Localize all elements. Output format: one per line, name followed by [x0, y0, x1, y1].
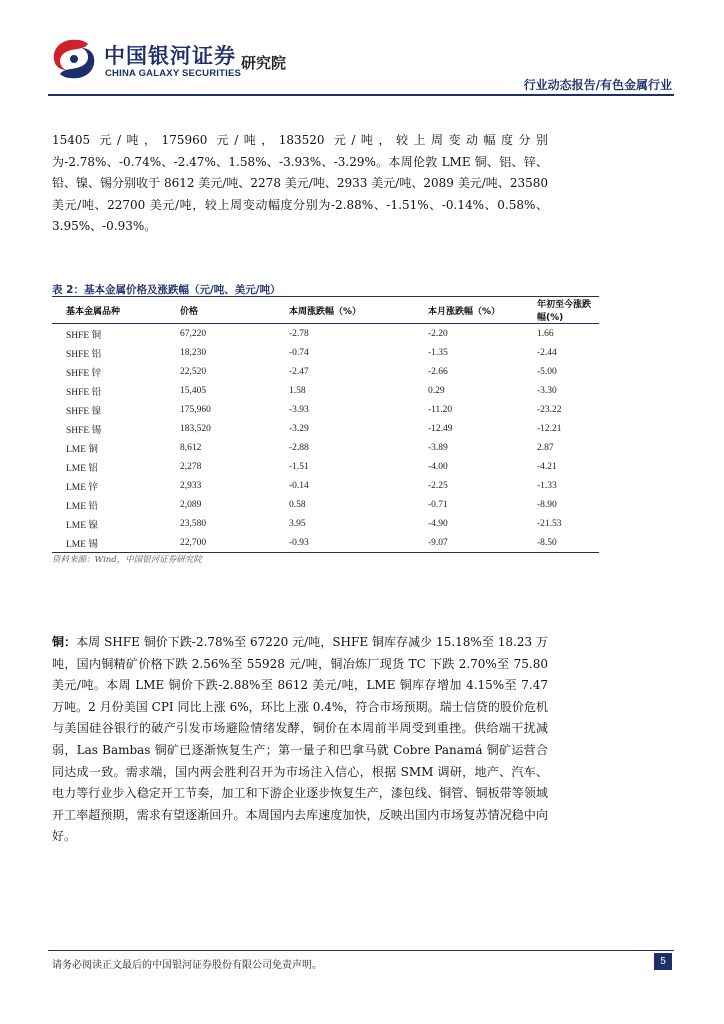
table-title: 表 2：基本金属价格及涨跌幅（元/吨、美元/吨）	[52, 284, 281, 296]
table-cell: -2.47	[289, 366, 309, 377]
table-cell: LME 锌	[66, 482, 98, 493]
table-cell: -3.29	[289, 423, 309, 434]
table-cell: -1.51	[289, 461, 309, 472]
table-cell: -0.93	[275, 533, 414, 553]
table-cell: 1.66	[537, 328, 554, 339]
table-row	[52, 457, 599, 476]
brand-name-en: CHINA GALAXY SECURITIES	[105, 68, 242, 79]
table-cell: -2.20	[428, 328, 448, 339]
table-row	[52, 514, 599, 533]
table-cell: 23,580	[180, 518, 207, 529]
brand-name-cn: 中国银河证券	[104, 44, 236, 68]
table-cell: SHFE 锌	[66, 368, 102, 379]
table-cell: -3.30	[537, 385, 557, 396]
table-cell: LME 铝	[66, 463, 98, 474]
column-header: 年初至今涨跌幅(%)	[523, 297, 599, 324]
table-cell: -3.89	[428, 442, 448, 453]
table-cell: 0.29	[428, 385, 445, 396]
table-cell: -11.20	[428, 404, 453, 415]
table-cell: -9.07	[414, 533, 523, 553]
copper-paragraph	[52, 632, 548, 848]
table-cell: SHFE 锡	[66, 425, 102, 436]
table-cell: -4.21	[537, 461, 557, 472]
table-row	[52, 381, 599, 400]
column-header: 价格	[166, 297, 275, 324]
table-header-row	[52, 297, 599, 324]
table-cell: -23.22	[537, 404, 562, 415]
table-cell: -0.14	[289, 480, 309, 491]
table-cell: SHFE 铜	[66, 330, 102, 341]
page-number: 5	[654, 953, 672, 970]
column-header: 本月涨跌幅（%）	[414, 297, 523, 324]
copper-body-text: 本周 SHFE 铜价下跌-2.78%至 67220 元/吨，SHFE 铜库存减少 15.18%至 18.23 万吨，国内铜精矿价格下跌 2.56%至 55928 元/吨，铜冶炼厂现货 TC 下跌 2.70%至 75.80 美元/吨。本周 LME 铜价下跌-2.88%至 8612 美元/吨，LME 铜库存增加 4.15%至 7.47 万吨。2 月份美国 CPI 同比上涨 6%，环比上涨 0.4%，符合市场预期。瑞士信贷的股价危机与美国硅谷银行的破产引发市场避险情绪发酵，铜价在本周前半周受到重挫。供给端干扰减弱，Las Bambas 铜矿已逐渐恢复生产；第一量子和巴拿马就 Cobre Panamá 铜矿运营合同达成一致。需求端，国内两会胜利召开为市场注入信心，根据 SMM 调研，地产、汽车、电力等行业步入稳定开工节奏，加工和下游企业逐步恢复生产，漆包线、铜管、铜板带等领域开工率超预期，需求有望逐渐回升。本周国内去库速度加快，反映出国内市场复苏情况稳中向好。	[52, 635, 548, 844]
table-cell: -0.71	[428, 499, 448, 510]
galaxy-logo-icon	[48, 36, 100, 82]
table-cell: 1.58	[289, 385, 306, 396]
intro-paragraph: 15405 元/吨，175960 元/吨，183520 元/吨，较上周变动幅度分别为-2.78%、-0.74%、-2.47%、1.58%、-3.93%、-3.29%。本周伦敦 LME 铜、铝、锌、铅、镍、锡分别收于 8612 美元/吨、2278 美元/吨、2933 美元/吨、2089 美元/吨、23580 美元/吨、22700 美元/吨，较上周变动幅度分别为-2.88%、-1.51%、-0.14%、0.58%、3.95%、-0.93%。	[52, 133, 548, 233]
table-cell: -2.66	[428, 366, 448, 377]
column-header: 本周涨跌幅（%）	[275, 297, 414, 324]
table-row	[52, 324, 599, 344]
table-cell: -3.93	[289, 404, 309, 415]
table-cell: -2.88	[289, 442, 309, 453]
table-cell: -2.78	[289, 328, 309, 339]
table-cell: 3.95	[289, 518, 306, 529]
table-row	[52, 533, 599, 553]
table-cell: -2.25	[428, 480, 448, 491]
table-cell: -21.53	[537, 518, 562, 529]
copper-lead-label: 铜：	[52, 635, 77, 649]
table-cell: -2.44	[537, 347, 557, 358]
table-cell: 2.87	[537, 442, 554, 453]
table-cell: -4.00	[428, 461, 448, 472]
table-row	[52, 400, 599, 419]
table-cell: SHFE 铝	[66, 349, 102, 360]
research-institute-label: 研究院	[241, 54, 287, 72]
table-cell: -1.35	[428, 347, 448, 358]
table-cell: 18,230	[180, 347, 207, 358]
table-cell: SHFE 镍	[66, 406, 102, 417]
table-cell: -8.50	[523, 533, 599, 553]
table-cell: 0.58	[289, 499, 306, 510]
table-row	[52, 495, 599, 514]
table-row	[52, 343, 599, 362]
table-cell: -8.90	[537, 499, 557, 510]
table-row	[52, 419, 599, 438]
table-cell: -1.33	[537, 480, 557, 491]
table-cell: LME 铅	[66, 501, 98, 512]
table-cell: -0.74	[289, 347, 309, 358]
table-cell: SHFE 铅	[66, 387, 102, 398]
metal-price-table	[52, 296, 599, 553]
table-row	[52, 476, 599, 495]
table-row	[52, 362, 599, 381]
table-row	[52, 438, 599, 457]
table-cell: -5.00	[537, 366, 557, 377]
table-cell: LME 铜	[66, 444, 98, 455]
table-cell: 175,960	[180, 404, 211, 415]
column-header: 基本金属品种	[52, 297, 166, 324]
table-cell: 22,700	[166, 533, 275, 553]
table-cell: 183,520	[180, 423, 211, 434]
table-cell: 2,933	[180, 480, 202, 491]
table-source-note: 资料来源：Wind，中国银河证券研究院	[52, 555, 202, 565]
table-cell: 67,220	[180, 328, 207, 339]
table-cell: 2,089	[180, 499, 202, 510]
footer-disclaimer: 请务必阅读正文最后的中国银河证券股份有限公司免责声明。	[52, 960, 322, 971]
table-cell: 8,612	[180, 442, 202, 453]
table-cell: 22,520	[180, 366, 207, 377]
report-type-label: 行业动态报告/有色金属行业	[523, 78, 672, 92]
table-cell: -4.90	[428, 518, 448, 529]
table-cell: 15,405	[180, 385, 207, 396]
table-cell: -12.49	[428, 423, 453, 434]
table-cell: -12.21	[537, 423, 562, 434]
table-cell: 2,278	[180, 461, 202, 472]
table-cell: LME 锡	[52, 533, 166, 553]
footer-divider	[48, 950, 674, 951]
header-divider	[48, 94, 674, 96]
table-cell: LME 镍	[66, 520, 98, 531]
